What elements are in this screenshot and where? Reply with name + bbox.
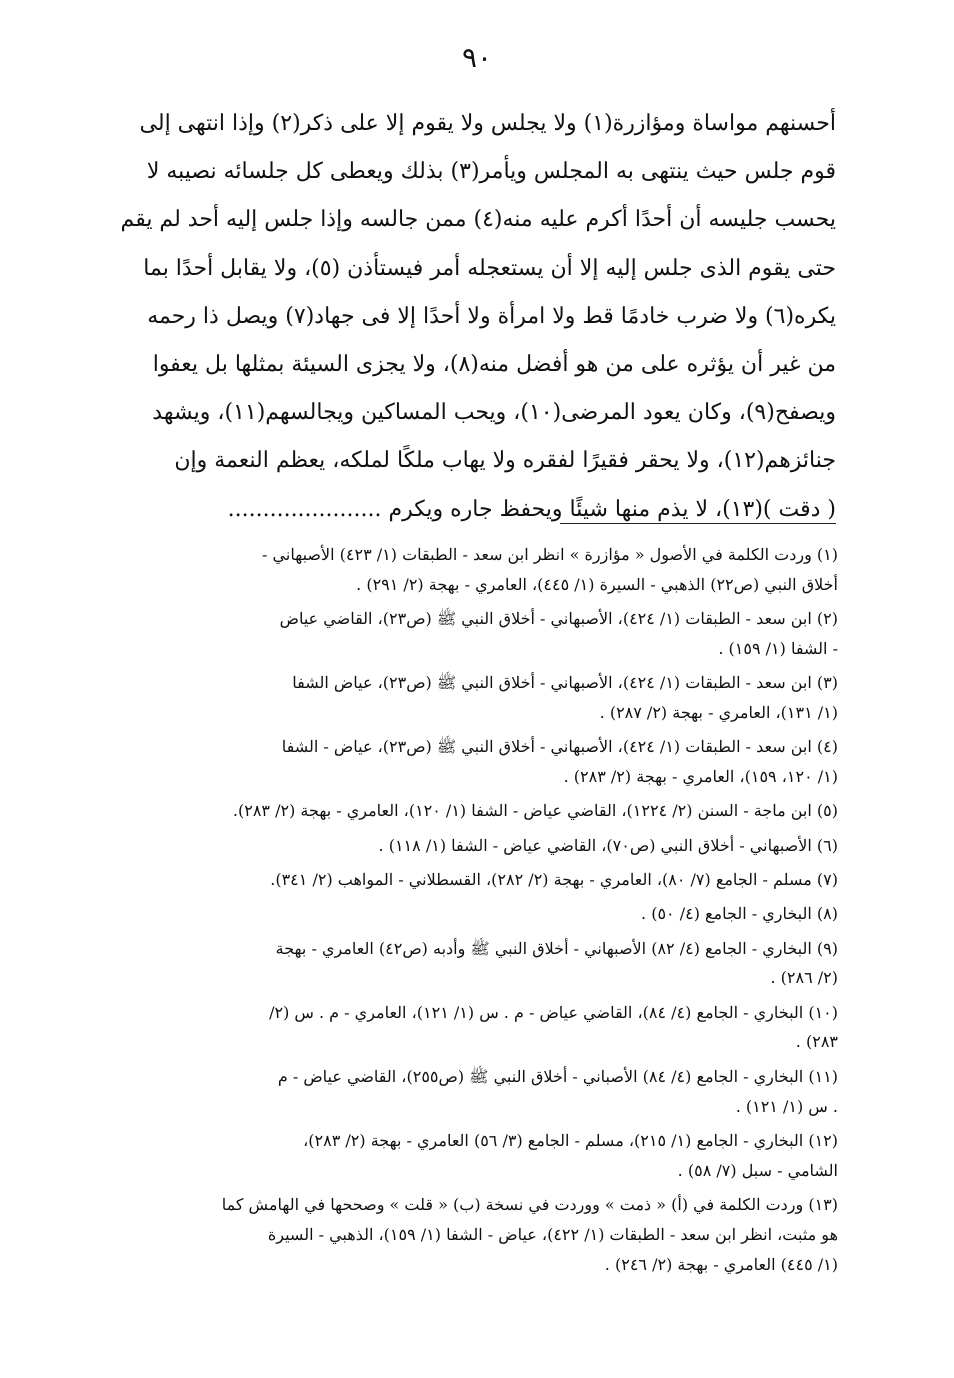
footnote [100,865,838,895]
footnote-line: (٣) ابن سعد - الطبقات (١/ ٤٢٤)، الأصبهاني - أخلاق النبي ﷺ (ص٢٣)، عياض الشفا [292,673,838,693]
footnote [100,934,838,994]
footnote-line: (٧) مسلم - الجامع (٧/ ٨٠)، العامري - بهجة (٢/ ٢٨٢)، القسطلاني - المواهب (٢/ ٣٤١). [270,869,838,889]
main-text-line: حتى يقوم الذى جلس إليه إلا أن يستعجله أمر فيستأذن (٥)، ولا يقابل أحدًا بما [143,255,836,281]
page-number: ٩٠ [461,41,493,74]
main-text-line: قوم جلس حيث ينتهى به المجلس ويأمر(٣) بذلك ويعطى كل جلسائه نصيبه لا [146,159,836,185]
footnote-line: (٥) ابن ماجة - السنن (٢/ ١٢٢٤)، القاضي عياض - الشفا (١/ ١٢٠)، العامري - بهجة (٢/ ٢٨٣). [232,801,838,821]
footnote-line: (١١) البخاري - الجامع (٤/ ٨٤) الأصباني - أخلاق النبي ﷺ (ص٢٥٥)، القاضي عياض - م [277,1066,838,1086]
footnote-line: - الشفا (١/ ١٥٩) . [718,638,838,658]
footnote [100,1126,838,1186]
footnote [100,1190,838,1279]
footnote-line: (١٢) البخاري - الجامع (١/ ٢١٥)، مسلم - الجامع (٣/ ٥٦) العامري - بهجة (٢/ ٢٨٣)، [303,1130,838,1150]
footnote-line: (١/ ١٢٠، ١٥٩)، العامري - بهجة (٢/ ٢٨٣) . [563,767,838,787]
footnotes [100,540,838,1284]
footnote [100,604,838,664]
footnote-line: أخلاق النبي (ص٢٢) الذهبي - السيرة (١/ ٤٤٥)، العامري - بهجة (٢/ ٢٩١) . [356,574,838,594]
main-text [104,100,836,534]
footnote [100,540,838,600]
footnote-line: (٢/ ٢٨٦) . [770,968,838,988]
footnote [100,732,838,792]
footnote-line: . س (١/ ١٢١) . [735,1096,838,1116]
footnote-line: الشامي - سبل (٧/ ٥٨) . [677,1160,838,1180]
main-text-line: ويصفح(٩)، وكان يعود المرضى(١٠)، ويحب المساكين ويجالسهم(١١)، ويشهد [152,400,836,426]
main-text-line: ( دقت )(١٣)، لا يذم منها شيئًا ويحفظ جاره ويكرم ...................... [227,496,836,522]
footnote-line: (٦) الأصبهاني - أخلاق النبي (ص٧٠)، القاضي عياض - الشفا (١/ ١١٨) . [378,835,838,855]
footnote [100,1062,838,1122]
footnote-line: (١/ ٤٤٥) العامري - بهجة (٢/ ٢٤٦) . [604,1254,838,1274]
footnote-line: (١٠) البخاري - الجامع (٤/ ٨٤)، القاضي عياض - م . س (١/ ١٢١)، العامري - م . س (٢/ [269,1002,838,1022]
footnote [100,668,838,728]
main-text-line: من غير أن يؤثره على من هو أفضل منه(٨)، ولا يجزى السيئة بمثلها بل يعفوا [152,351,836,377]
main-text-line: يحسب جليسه أن أحدًا أكرم عليه منه(٤) ممن جالسه وإذا جلس إليه أحد لم يقم [120,207,836,233]
main-text-line: يكره(٦) ولا ضرب خادمًا قط ولا امرأة ولا أحدًا إلا فى جهاد(٧) ويصل ذا رحمه [147,303,836,329]
main-text-line: جنائزهم(١٢)، ولا يحقر فقيرًا لفقره ولا يهاب ملكًا لملكه، يعظم النعمة وإن [174,448,836,474]
footnote-divider [560,523,836,524]
footnote-line: (١٣) وردت الكلمة في (أ) « ذمت » ووردت في نسخة (ب) « قلت » وصححها في الهامش كما [221,1194,838,1214]
footnote-line: هو مثبت، انظر ابن سعد - الطبقات (١/ ٤٢٢)، عياض - الشفا (١/ ١٥٩)، الذهبي - السيرة [267,1224,838,1244]
footnote-line: (٩) البخاري - الجامع (٤/ ٨٢) الأصبهاني - أخلاق النبي ﷺ وأدبه (ص٤٢) العامري - بهجة [275,938,838,958]
footnote-line: (١/ ١٣١)، العامري - بهجة (٢/ ٢٨٧) . [599,702,838,722]
footnote [100,831,838,861]
footnote-line: (٨) البخاري - الجامع (٤/ ٥٠) . [641,904,838,924]
main-text-line: أحسنهم مواساة ومؤازرة(١) ولا يجلس ولا يقوم إلا على ذكر(٢) وإذا انتهى إلى [139,111,836,136]
footnote-line: (٢) ابن سعد - الطبقات (١/ ٤٢٤)، الأصبهاني - أخلاق النبي ﷺ (ص٢٣)، القاضي عياض [279,609,838,629]
footnote-line: (٤) ابن سعد - الطبقات (١/ ٤٢٤)، الأصبهاني - أخلاق النبي ﷺ (ص٢٣)، عياض - الشفا [281,737,838,757]
footnote-line: (١) وردت الكلمة في الأصول « مؤازرة » انظر ابن سعد - الطبقات (١/ ٤٢٣) الأصبهاني - [262,545,838,564]
footnote [100,796,838,826]
footnote [100,998,838,1058]
footnote [100,899,838,929]
footnote-line: ٢٨٣) . [795,1032,838,1052]
